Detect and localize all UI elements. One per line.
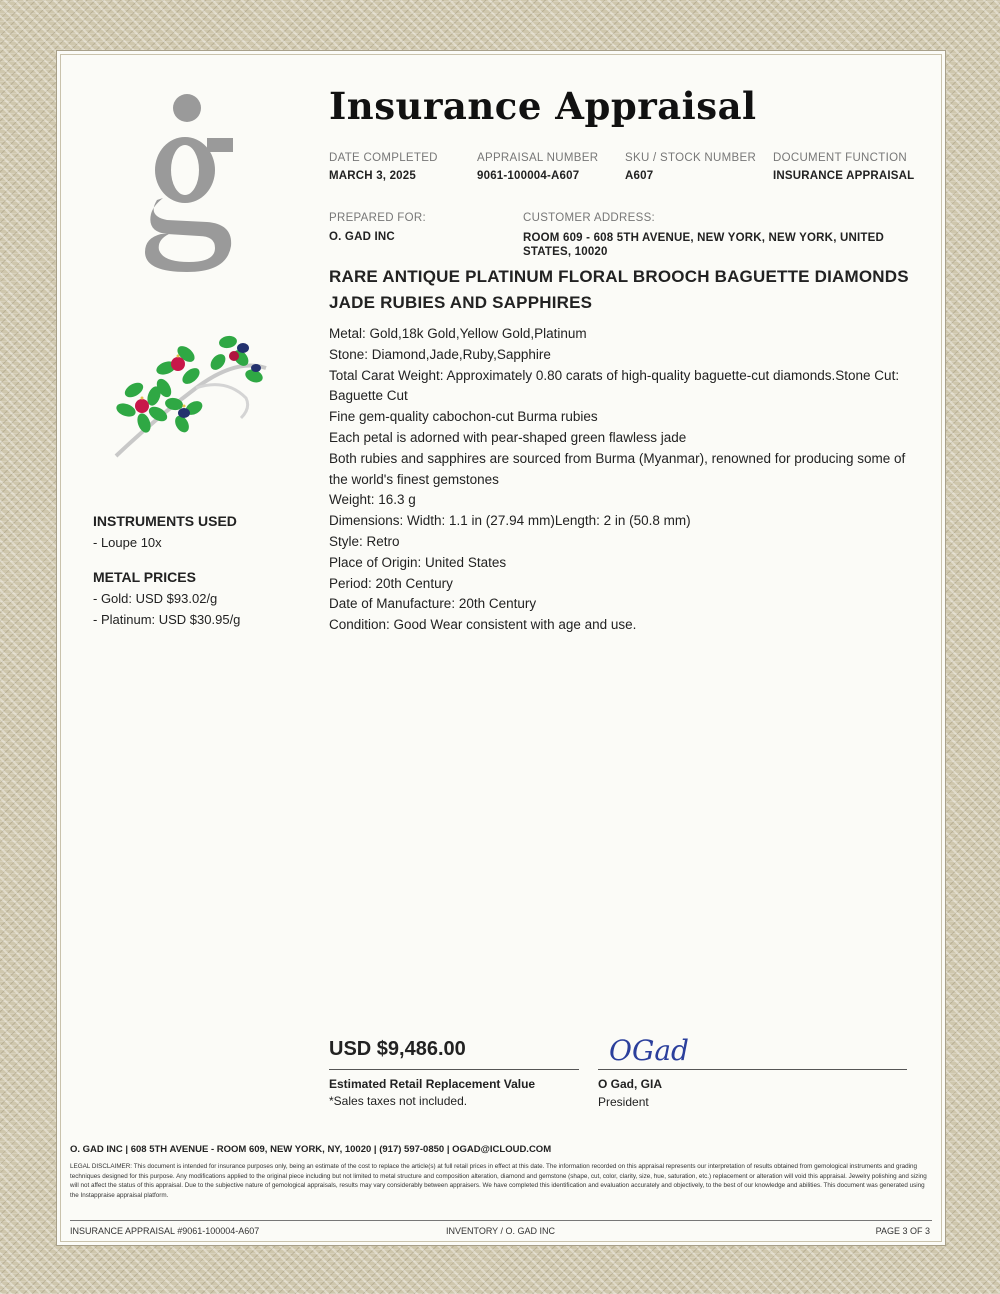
description-line: Both rubies and sapphires are sourced from Burma (Myanmar), renowned for producing some of the world's finest gemstones [329,450,906,487]
description-line: Fine gem-quality cabochon-cut Burma rubies [329,409,598,425]
footer-inventory: INVENTORY / O. GAD INC [446,1226,556,1236]
description-line: Each petal is adorned with pear-shaped green flawless jade [329,429,687,445]
signature-text: OGad [609,1034,689,1067]
description-line: Date of Manufacture: 20th Century [329,596,537,612]
description-line: Style: Retro [329,533,400,549]
description-line: Total Carat Weight: Approximately 0.80 carats of high-quality baguette-cut diamonds.Stone Cut: Baguette Cut [329,367,900,404]
document-title: Insurance Appraisal [329,84,757,128]
description-line: Weight: 16.3 g [329,492,416,508]
signature-divider [598,1069,907,1070]
replacement-value: USD $9,486.00 [329,1038,466,1060]
footer-page-number: PAGE 3 OF 3 [875,1226,930,1236]
signer-name: O Gad, GIA [598,1077,663,1091]
g-monogram-logo-icon [137,88,237,273]
description-line: Metal: Gold,18k Gold,Yellow Gold,Platinum [329,326,587,341]
signer-role: President [598,1095,649,1109]
description-line: Period: 20th Century [329,575,453,591]
date-completed-label: DATE COMPLETED [329,152,438,164]
document-function-value: INSURANCE APPRAISAL [773,170,915,182]
floral-brooch-photo [96,328,286,463]
footer-divider [70,1220,932,1221]
instrument-item: - Loupe 10x [93,535,162,550]
metal-prices-heading: METAL PRICES [93,569,196,585]
description-line: Place of Origin: United States [329,554,507,570]
description-line: Condition: Good Wear consistent with age and use. [329,617,637,633]
metal-price-platinum: - Platinum: USD $30.95/g [93,612,241,627]
description-line: Dimensions: Width: 1.1 in (27.94 mm)Length: 2 in (50.8 mm) [329,513,691,529]
legal-disclaimer: LEGAL DISCLAIMER: This document is intended for insurance purposes only, being an estimate of the cost to replace the article(s) at full retail prices in effect at this date. The information recorded on this appraisal represents our interpretation of results obtained from gemological instruments and grading techniques designed for this purpose. Any modifications applied to the original piece including but not limited to metal structure and composition alteration, diamond and gemstone (shape, cut, color, clarity, size, hue, saturation, etc.) replacement or alteration will void this appraisal. Jewelry polishing and sizing will not affect the status of this appraisal. Due to the subjective nature of gemological appraisals, results may vary considerably between appraisers. We have completed this identification and evaluation accurately and objectively, to the best of our knowledge and abilities. This document was generated using the Instappraise appraisal platform. [70,1163,927,1199]
prepared-for-value: O. GAD INC [329,231,395,243]
description-line: Stone: Diamond,Jade,Ruby,Sapphire [329,346,551,362]
customer-address-label: CUSTOMER ADDRESS: [523,212,656,224]
value-divider [329,1069,579,1070]
item-description [329,324,919,636]
document-function-label: DOCUMENT FUNCTION [773,152,907,164]
appraisal-number-label: APPRAISAL NUMBER [477,152,599,164]
sku-value: A607 [625,170,654,182]
footer-contact: O. GAD INC | 608 5TH AVENUE - ROOM 609, NEW YORK, NY, 10020 | (917) 597-0850 | OGAD@ICLOUD.COM [70,1144,552,1155]
replacement-value-label: Estimated Retail Replacement Value [329,1077,536,1091]
tax-note: *Sales taxes not included. [329,1094,468,1108]
date-completed-value: MARCH 3, 2025 [329,170,416,182]
customer-address-value: ROOM 609 - 608 5TH AVENUE, NEW YORK, NEW YORK, UNITED STATES, 10020 [523,232,884,258]
item-title: RARE ANTIQUE PLATINUM FLORAL BROOCH BAGUETTE DIAMONDS JADE RUBIES AND SAPPHIRES [329,267,909,312]
prepared-for-label: PREPARED FOR: [329,212,426,224]
appraisal-number-value: 9061-100004-A607 [477,170,580,182]
footer-appraisal-id: INSURANCE APPRAISAL #9061-100004-A607 [70,1226,260,1236]
sku-label: SKU / STOCK NUMBER [625,152,757,164]
instruments-heading: INSTRUMENTS USED [93,513,237,529]
metal-price-gold: - Gold: USD $93.02/g [93,591,218,606]
signature [605,1030,700,1070]
